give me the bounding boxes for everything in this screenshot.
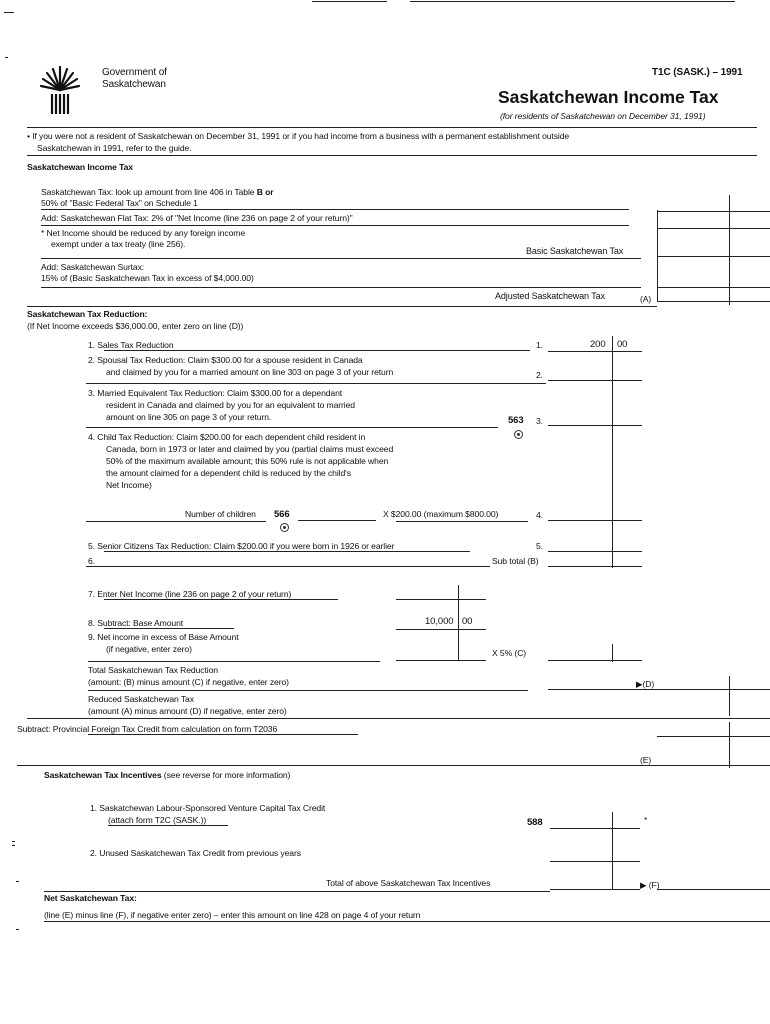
incentive-item1-b: (attach form T2C (SASK.)) <box>108 815 207 825</box>
scan-mark <box>312 1 387 2</box>
subtotal-field[interactable] <box>548 566 642 567</box>
basic-tax-label: Basic Saskatchewan Tax <box>526 246 624 256</box>
amount-line[interactable] <box>657 228 770 229</box>
d-field[interactable] <box>548 689 770 690</box>
cents-divider <box>729 722 730 768</box>
row-rule <box>88 690 528 691</box>
reduction-heading: Saskatchewan Tax Reduction: <box>27 309 148 319</box>
flat-tax-note-1: * Net Income should be reduced by any foreign income <box>41 228 246 238</box>
e-field[interactable] <box>17 765 770 766</box>
cents-divider <box>458 585 459 661</box>
form-title: Saskatchewan Income Tax <box>498 87 719 107</box>
cents-divider <box>612 644 613 662</box>
form-id: T1C (SASK.) – 1991 <box>652 67 743 78</box>
surtax-line-1: Add: Saskatchewan Surtax: <box>41 262 145 272</box>
subtotal-b: Sub total (B) <box>492 556 539 566</box>
resident-note-2: Saskatchewan in 1991, refer to the guide. <box>37 143 192 153</box>
row-rule <box>86 427 498 428</box>
c-field[interactable] <box>548 660 642 661</box>
tax-line-2: 50% of "Basic Federal Tax" on Schedule 1 <box>41 198 198 208</box>
f-field[interactable] <box>657 889 770 890</box>
adjusted-tax-field[interactable] <box>657 301 770 302</box>
item4-line-b: Canada, born in 1973 or later and claimed by you (partial claims must exceed <box>106 444 394 454</box>
incentive-item1-field[interactable] <box>550 828 640 829</box>
item9-line-b: (if negative, enter zero) <box>106 644 192 654</box>
incentive-item1-a: 1. Saskatchewan Labour-Sponsored Venture Capital Tax Credit <box>90 803 326 813</box>
excess-field[interactable] <box>396 660 486 661</box>
flat-tax-note-2: exempt under a tax treaty (line 256). <box>51 239 186 249</box>
item4-line-a: 4. Child Tax Reduction: Claim $200.00 for each dependent child resident in <box>88 432 366 442</box>
reduced-tax-field[interactable] <box>27 718 770 719</box>
ref-f: ▶ (F) <box>640 880 660 890</box>
item2-field[interactable] <box>548 380 642 381</box>
row-rule <box>86 566 490 567</box>
section-rule <box>27 155 757 156</box>
children-code-marker-icon <box>280 523 289 532</box>
row-rule <box>104 350 530 351</box>
item4-number: 4. <box>536 510 543 520</box>
item3-number: 3. <box>536 416 543 426</box>
item8-base: 8. Subtract: Base Amount <box>88 618 184 628</box>
flat-tax-label: Add: Saskatchewan Flat Tax: 2% of "Net Income (line 236 on page 2 of your return)" <box>41 213 353 223</box>
net-income-field[interactable] <box>396 599 486 600</box>
scan-mark <box>410 1 735 2</box>
amount-divider <box>657 210 658 302</box>
row-rule <box>41 258 641 259</box>
cents-divider <box>729 676 730 716</box>
foreign-tax-credit: Subtract: Provincial Foreign Tax Credit from calculation on form T2036 <box>17 724 278 734</box>
scan-mark <box>16 881 19 882</box>
five-percent-c: X 5% (C) <box>492 648 527 658</box>
row-rule <box>41 225 629 226</box>
children-code: 566 <box>274 509 290 520</box>
row-rule <box>41 287 641 288</box>
item1-sales-tax: 1. Sales Tax Reduction <box>88 340 174 350</box>
cents-divider <box>729 195 730 305</box>
children-multiplier: X $200.00 (maximum $800.00) <box>383 509 499 519</box>
item1-dollars: 200 <box>590 339 606 350</box>
base-cents: 00 <box>462 616 473 627</box>
amount-line[interactable] <box>657 256 770 257</box>
item2-line-a: 2. Spousal Tax Reduction: Claim $300.00 for a spouse resident in Canada <box>88 355 363 365</box>
reduced-tax-b: (amount (A) minus amount (D) if negative, enter zero) <box>88 706 287 716</box>
incentive-total-field[interactable] <box>550 889 640 890</box>
cents-divider <box>612 336 613 568</box>
children-label: Number of children <box>185 509 256 519</box>
incentives-heading: Saskatchewan Tax Incentives (see reverse for more information) <box>44 770 291 780</box>
item3-line-c: amount on line 305 on page 3 of your return. <box>106 412 272 422</box>
item3-line-a: 3. Married Equivalent Tax Reduction: Claim $300.00 for a dependant <box>88 388 343 398</box>
adjusted-tax-label: Adjusted Saskatchewan Tax <box>495 291 605 301</box>
scan-mark <box>16 929 19 930</box>
cents-divider <box>612 812 613 890</box>
amount-line[interactable] <box>657 211 770 212</box>
item5-senior: 5. Senior Citizens Tax Reduction: Claim $200.00 if you were born in 1926 or earlier <box>88 541 395 551</box>
ref-a: (A) <box>640 294 652 304</box>
government-line-2: Saskatchewan <box>102 79 166 90</box>
tax-line-1: Saskatchewan Tax: look up amount from line 406 in Table B or <box>41 187 274 197</box>
row-rule <box>104 599 338 600</box>
amount-line[interactable] <box>657 287 770 288</box>
surtax-line-2: 15% of (Basic Saskatchewan Tax in excess of $4,000.00) <box>41 273 254 283</box>
scan-mark <box>12 845 15 846</box>
item1-field[interactable] <box>548 351 642 352</box>
total-reduction-a: Total Saskatchewan Tax Reduction <box>88 665 218 675</box>
item1-number: 1. <box>536 340 543 350</box>
item2-line-b: and claimed by you for a married amount on line 303 on page 3 of your return <box>106 367 394 377</box>
row-rule <box>108 825 228 826</box>
net-tax-heading: Net Saskatchewan Tax: <box>44 893 137 903</box>
row-rule <box>88 661 380 662</box>
base-field[interactable] <box>396 629 486 630</box>
item4-line-c: 50% of the maximum available amount; this 50% rule is not applicable when <box>106 456 389 466</box>
children-count-field[interactable] <box>298 520 376 521</box>
foreign-credit-field[interactable] <box>657 736 770 737</box>
ref-d: ▶(D) <box>636 679 655 689</box>
item2-number: 2. <box>536 370 543 380</box>
item7-net-income: 7. Enter Net Income (line 236 on page 2 of your return) <box>88 589 292 599</box>
item5-number: 5. <box>536 541 543 551</box>
net-tax-field[interactable] <box>44 921 770 922</box>
item4-field[interactable] <box>548 520 642 521</box>
section-rule <box>27 306 657 307</box>
row-rule <box>88 734 358 735</box>
incentive-item2: 2. Unused Saskatchewan Tax Credit from previous years <box>90 848 301 858</box>
scan-mark <box>12 841 15 842</box>
saskatchewan-wheat-logo <box>40 64 80 116</box>
row-rule <box>104 628 234 629</box>
row-rule <box>396 521 528 522</box>
item5-field[interactable] <box>548 551 642 552</box>
income-tax-heading: Saskatchewan Income Tax <box>27 162 133 172</box>
government-line-1: Government of <box>102 67 167 78</box>
incentive-item2-field[interactable] <box>550 861 640 862</box>
row-rule <box>86 521 266 522</box>
item4-line-d: the amount claimed for a dependent child is reduced by the child's <box>106 468 351 478</box>
incentive-total-label: Total of above Saskatchewan Tax Incentives <box>326 878 491 888</box>
row-rule <box>86 383 546 384</box>
item3-code: 563 <box>508 415 524 426</box>
scan-mark <box>5 57 8 58</box>
item6-number: 6. <box>88 556 95 566</box>
reduction-note: (If Net Income exceeds $36,000.00, enter zero on line (D)) <box>27 321 244 331</box>
incentive-code: 588 <box>527 817 543 828</box>
row-rule <box>104 551 470 552</box>
item3-code-marker-icon <box>514 430 523 439</box>
header-rule <box>27 127 757 128</box>
item1-cents: 00 <box>617 339 628 350</box>
row-rule <box>44 891 550 892</box>
item3-field[interactable] <box>548 425 642 426</box>
net-tax-instruction: (line (E) minus line (F), if negative enter zero) – enter this amount on line 428 on page 4 of your return <box>44 910 421 920</box>
resident-note-1: • If you were not a resident of Saskatchewan on December 31, 1991 or if you had income from a business with a permanent establishment outside <box>27 131 570 141</box>
row-rule <box>41 209 629 210</box>
total-reduction-b: (amount: (B) minus amount (C) if negative, enter zero) <box>88 677 289 687</box>
item9-line-a: 9. Net income in excess of Base Amount <box>88 632 239 642</box>
reduced-tax-a: Reduced Saskatchewan Tax <box>88 694 194 704</box>
base-dollars: 10,000 <box>425 616 454 627</box>
item4-line-e: Net Income) <box>106 480 152 490</box>
form-subtitle: (for residents of Saskatchewan on December 31, 1991) <box>500 111 706 121</box>
item3-line-b: resident in Canada and claimed by you for an equivalent to married <box>106 400 355 410</box>
ref-e: (E) <box>640 755 652 765</box>
incentive-star: * <box>644 815 648 825</box>
scan-mark <box>4 12 14 13</box>
